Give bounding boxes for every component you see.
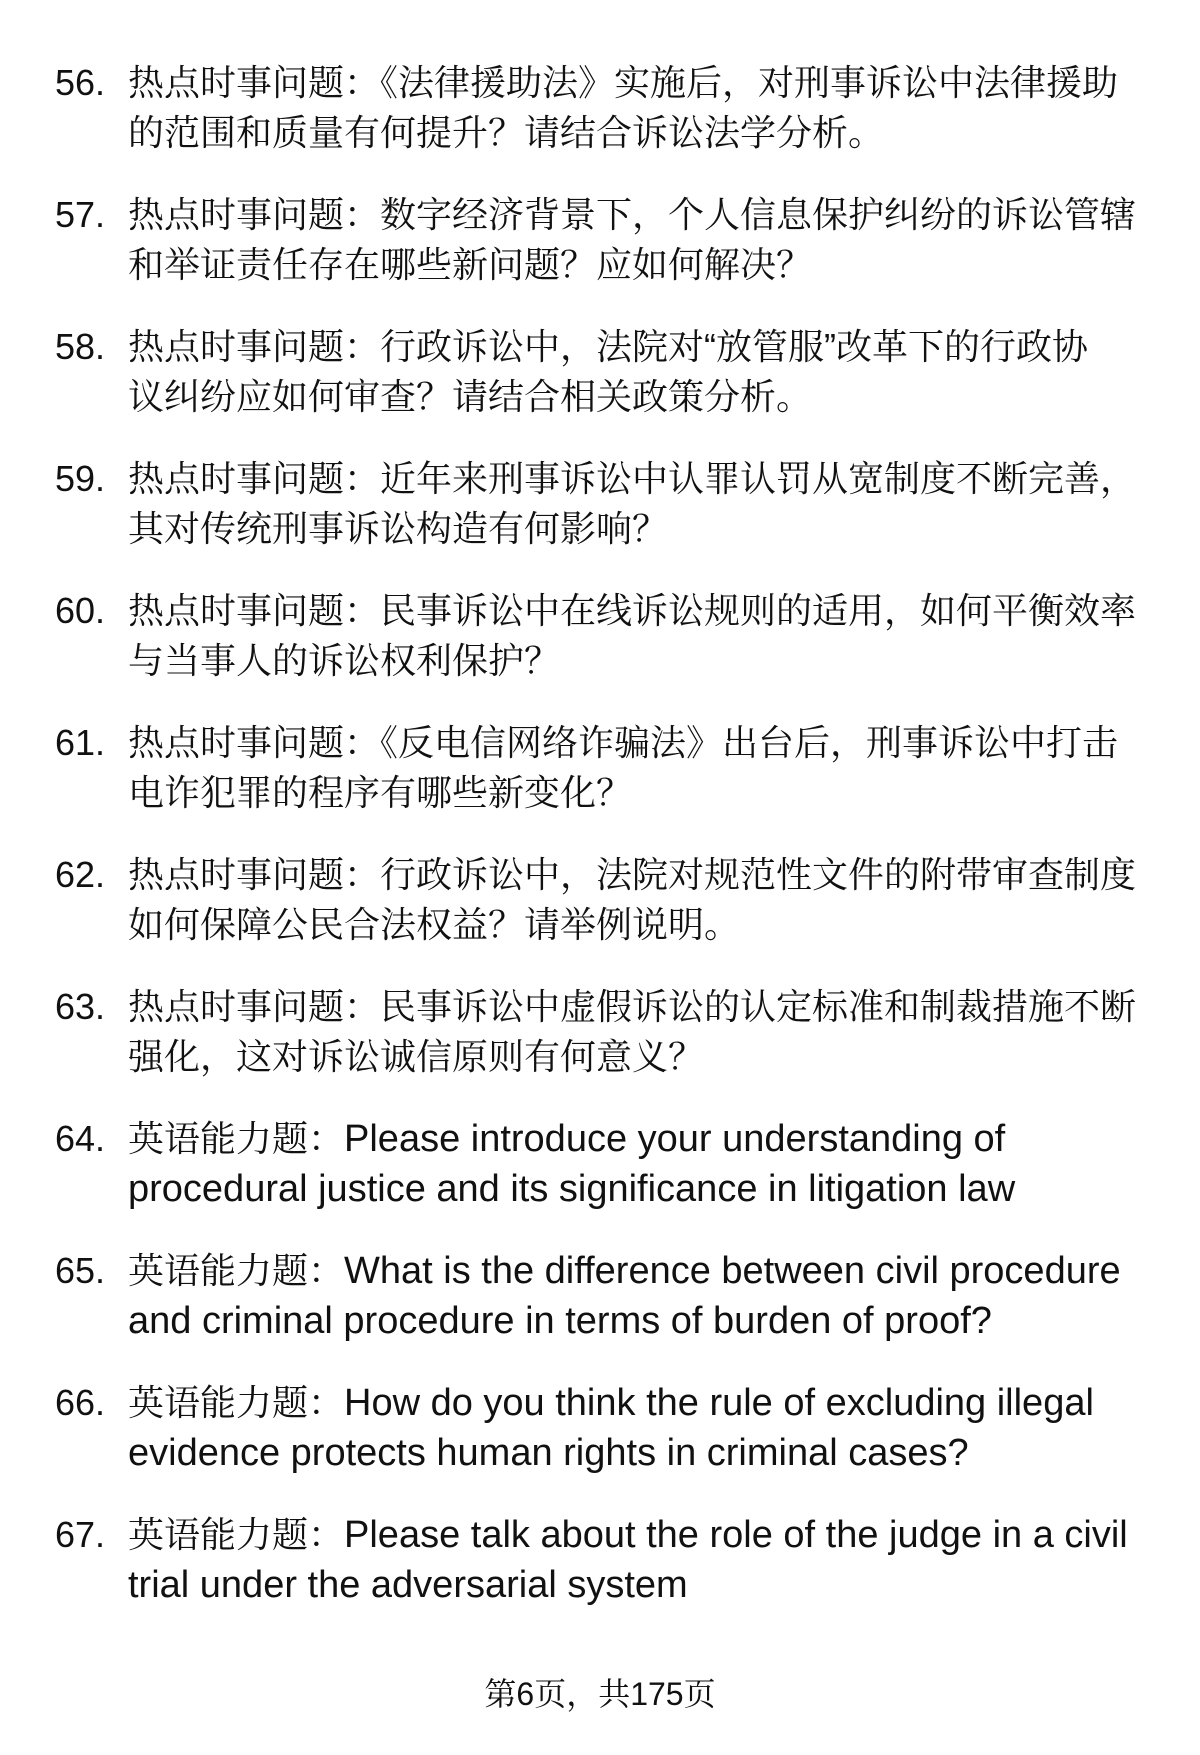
question-text-segment: 行政诉讼中，法院对规范性文件的附带审查制度 <box>380 854 1137 895</box>
question-item <box>0 850 1200 950</box>
question-text <box>128 586 1188 686</box>
question-text <box>128 322 1188 422</box>
question-text-line <box>128 1378 1188 1428</box>
question-category: 热点时事问题： <box>128 590 381 631</box>
question-text <box>128 1246 1188 1346</box>
question-text-line <box>128 1246 1188 1296</box>
question-number: 65. <box>55 1250 106 1291</box>
question-text <box>128 454 1188 554</box>
question-text-line <box>128 586 1188 636</box>
question-item <box>0 454 1200 554</box>
question-text-line <box>128 454 1188 504</box>
question-text-segment: 近年来刑事诉讼中认罪认罚从宽制度不断完善， <box>380 458 1137 499</box>
question-item <box>0 982 1200 1082</box>
question-text-line <box>128 1510 1188 1560</box>
question-number: 64. <box>55 1118 106 1159</box>
question-text-segment: 《法律援助法》实施后，对刑事诉讼中法律援助 <box>380 62 1119 103</box>
question-text-line: evidence protects human rights in criminal cases? <box>128 1432 969 1474</box>
question-text-segment: How do you think the rule of excluding illegal <box>344 1382 1094 1424</box>
question-number: 56. <box>55 62 106 103</box>
question-text <box>128 718 1188 818</box>
question-number: 57. <box>55 194 106 235</box>
question-text-line: 电诈犯罪的程序有哪些新变化？ <box>128 772 633 813</box>
question-text-line: 强化，这对诉讼诚信原则有何意义？ <box>128 1036 705 1077</box>
question-text-line <box>128 190 1188 240</box>
question-text-line: trial under the adversarial system <box>128 1564 688 1606</box>
question-category: 热点时事问题： <box>128 194 381 235</box>
question-text-line: 如何保障公民合法权益？请举例说明。 <box>128 904 741 945</box>
question-number: 62. <box>55 854 106 895</box>
question-item <box>0 586 1200 686</box>
question-text-line <box>128 322 1188 372</box>
question-text-segment: Please talk about the role of the judge in a civil <box>344 1514 1128 1556</box>
question-number: 59. <box>55 458 106 499</box>
question-text-line: 和举证责任存在哪些新问题？应如何解决？ <box>128 244 813 285</box>
question-item <box>0 190 1200 290</box>
question-category: 热点时事问题： <box>128 62 381 103</box>
question-text-line: 与当事人的诉讼权利保护？ <box>128 640 561 681</box>
question-text-line: 的范围和质量有何提升？请结合诉讼法学分析。 <box>128 112 885 153</box>
question-number: 67. <box>55 1514 106 1555</box>
question-text <box>128 58 1188 158</box>
page-footer: 第6页，共175页 <box>484 1676 716 1712</box>
question-text-segment: What is the difference between civil procedure <box>344 1250 1121 1292</box>
question-text-segment: 民事诉讼中虚假诉讼的认定标准和制裁措施不断 <box>380 986 1137 1027</box>
question-item <box>0 58 1200 158</box>
question-text <box>128 982 1188 1082</box>
question-category: 热点时事问题： <box>128 854 381 895</box>
question-text <box>128 1510 1188 1610</box>
question-number: 63. <box>55 986 106 1027</box>
question-text <box>128 1114 1188 1214</box>
question-item <box>0 1510 1200 1610</box>
question-number: 66. <box>55 1382 106 1423</box>
question-number: 58. <box>55 326 106 367</box>
question-item <box>0 1114 1200 1214</box>
question-item <box>0 1378 1200 1478</box>
question-text <box>128 850 1188 950</box>
question-category: 英语能力题： <box>128 1250 345 1291</box>
question-text-line <box>128 58 1188 108</box>
question-category: 热点时事问题： <box>128 326 381 367</box>
question-text-line: and criminal procedure in terms of burden of proof? <box>128 1300 992 1342</box>
question-number: 60. <box>55 590 106 631</box>
question-category: 热点时事问题： <box>128 722 381 763</box>
question-category: 英语能力题： <box>128 1382 345 1423</box>
question-text <box>128 1378 1188 1478</box>
question-text-line: 议纠纷应如何审查？请结合相关政策分析。 <box>128 376 813 417</box>
question-text-segment: Please introduce your understanding of <box>344 1118 1006 1160</box>
question-category: 英语能力题： <box>128 1514 345 1555</box>
question-item <box>0 718 1200 818</box>
question-category: 英语能力题： <box>128 1118 345 1159</box>
question-category: 热点时事问题： <box>128 986 381 1027</box>
question-list <box>0 58 1200 1642</box>
question-text-line: 其对传统刑事诉讼构造有何影响？ <box>128 508 669 549</box>
question-text-line <box>128 718 1188 768</box>
question-text <box>128 190 1188 290</box>
question-text-segment: 行政诉讼中，法院对“放管服”改革下的行政协 <box>380 326 1088 367</box>
question-category: 热点时事问题： <box>128 458 381 499</box>
question-text-line <box>128 850 1188 900</box>
question-text-segment: 民事诉讼中在线诉讼规则的适用，如何平衡效率 <box>380 590 1137 631</box>
question-text-line <box>128 982 1188 1032</box>
question-text-line <box>128 1114 1188 1164</box>
question-text-segment: 数字经济背景下，个人信息保护纠纷的诉讼管辖 <box>380 194 1137 235</box>
question-item <box>0 1246 1200 1346</box>
question-text-line: procedural justice and its significance in litigation law <box>128 1168 1016 1210</box>
question-text-segment: 《反电信网络诈骗法》出台后，刑事诉讼中打击 <box>380 722 1119 763</box>
question-number: 61. <box>55 722 106 763</box>
question-item <box>0 322 1200 422</box>
